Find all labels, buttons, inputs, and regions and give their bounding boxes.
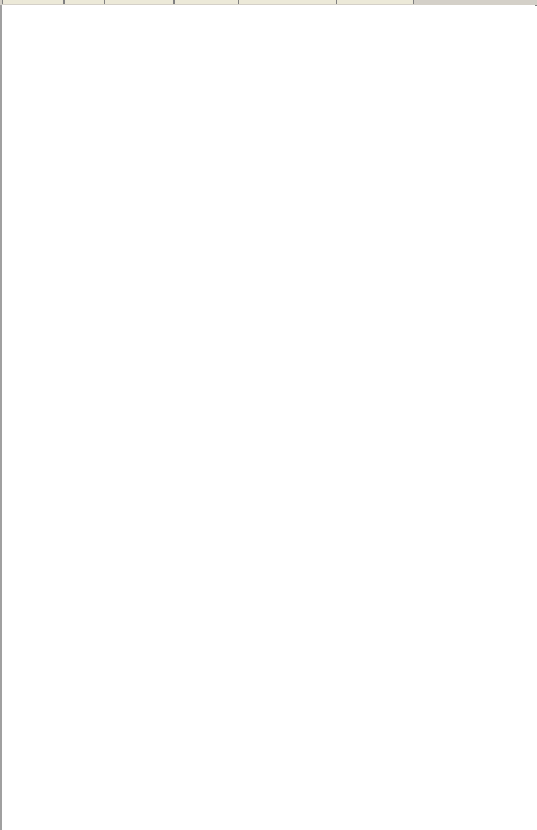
report-panel [0,5,535,830]
tab-portfolio-info[interactable] [2,0,64,4]
tab-statistics-report[interactable] [104,0,174,4]
tab-profit-chart[interactable] [336,0,414,4]
tab-drawdown-analysis[interactable] [238,0,338,4]
tab-log[interactable] [64,0,106,4]
tab-phase-summary[interactable] [174,0,240,4]
